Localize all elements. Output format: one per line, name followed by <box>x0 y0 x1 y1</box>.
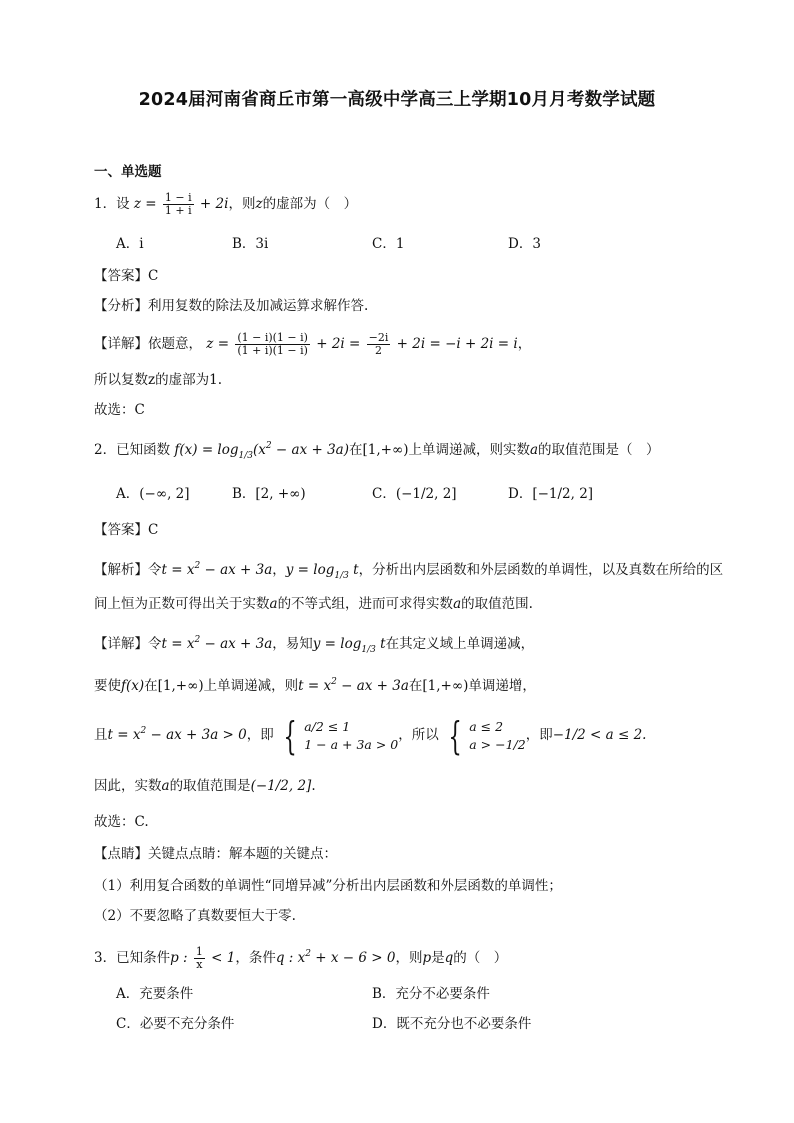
q1-detail: 【详解】依题意， z = $\frac{(1 - i)(1 - i)}{(1 + i)(1 - i)}$ + 2i = $\frac{-2i}{2}$ + 2i = −i + 2i = i， <box>94 331 532 357</box>
q1-choose: 故选：C <box>94 402 145 418</box>
q2-option-c: C．(−1/2, 2] <box>372 486 457 502</box>
q1-option-b: B．3i <box>232 236 269 252</box>
q2-analysis-line2: 间上恒为正数可得出关于实数a的不等式组，进而可求得实数a的取值范围. <box>94 596 533 612</box>
q1-conclusion: 所以复数z的虚部为1. <box>94 372 222 388</box>
q1-answer: 【答案】C <box>94 268 159 284</box>
q2-tip-1: （1）利用复合函数的单调性“同增异减”分析出内层函数和外层函数的单调性； <box>94 878 562 894</box>
question-number: 3． <box>94 950 117 966</box>
q2-detail-line3: 且$t = x^2$ − ax + 3a > 0，即 { a/2 ≤ 1 1 − a + 3a > 0 ，所以 { a ≤ 2 a > −1/2 ，即−1/2 < a ≤ 2. <box>94 713 647 758</box>
page-title: 2024届河南省商丘市第一高级中学高三上学期10月月考数学试题 <box>138 90 656 110</box>
question-3-stem: 3．已知条件p : $\frac{1}{x}$ < 1，条件q : $x^2 + x - 6 > 0$，则p是q的（ ） <box>94 945 508 971</box>
section-heading: 一、单选题 <box>94 164 162 180</box>
q1-analysis: 【分析】利用复数的除法及加减运算求解作答. <box>94 298 369 314</box>
q1-option-d: D．3 <box>508 236 541 252</box>
question-1-stem: 1．设 z = $\frac{1 - i}{1 + i}$ + 2i，则z的虚部为（ ） <box>94 191 358 217</box>
q3-option-d: D．既不充分也不必要条件 <box>372 1016 532 1032</box>
q3-option-b: B．充分不必要条件 <box>372 986 490 1002</box>
q1-option-a: A．i <box>116 236 144 252</box>
q3-option-a: A．充要条件 <box>116 986 194 1002</box>
q2-choose: 故选：C. <box>94 814 149 830</box>
question-number: 1． <box>94 196 117 212</box>
q2-detail-line4: 因此，实数a的取值范围是(−1/2, 2]. <box>94 778 316 794</box>
q2-detail-line1: 【详解】令$t = x^2$ − ax + 3a，易知$y = \log_{1/3} t$在其定义域上单调递减， <box>94 635 535 655</box>
q2-tip: 【点睛】关键点点睛：解本题的关键点： <box>94 846 337 862</box>
q2-analysis-line1: 【解析】令$t = x^2$ − ax + 3a，$y = \log_{1/3} t$，分析出内层函数和外层函数的单调性，以及真数在所给的区 <box>94 561 724 581</box>
question-number: 2． <box>94 442 117 458</box>
formula: z = $\frac{(1 - i)(1 - i)}{(1 + i)(1 - i)}$ + 2i = $\frac{-2i}{2}$ + 2i = −i + 2i = i <box>206 331 518 357</box>
question-2-stem: 2．已知函数 $f(x) = \log_{1/3}(x^2$ − ax + 3a)在[1,+∞)上单调递减，则实数a的取值范围是（ ） <box>94 441 660 461</box>
q3-option-c: C．必要不充分条件 <box>116 1016 235 1032</box>
q2-answer: 【答案】C <box>94 522 159 538</box>
inequality-system: { a/2 ≤ 1 1 − a + 3a > 0 <box>283 713 399 758</box>
q2-option-a: A．(−∞, 2] <box>116 486 190 502</box>
q2-option-d: D．[−1/2, 2] <box>508 486 594 502</box>
inequality-system: { a ≤ 2 a > −1/2 <box>448 713 526 758</box>
q2-option-b: B．[2, +∞) <box>232 486 306 502</box>
q2-tip-2: （2）不要忽略了真数要恒大于零. <box>94 908 296 924</box>
q2-detail-line2: 要使f(x)在[1,+∞)上单调递减，则$t = x^2$ − ax + 3a在[1,+∞)单调递增， <box>94 677 536 694</box>
formula: z = $\frac{1 - i}{1 + i}$ + 2i <box>133 191 229 217</box>
q1-option-c: C．1 <box>372 236 405 252</box>
formula: $f(x) = \log_{1/3}(x^2$ − ax + 3a) <box>174 441 349 461</box>
